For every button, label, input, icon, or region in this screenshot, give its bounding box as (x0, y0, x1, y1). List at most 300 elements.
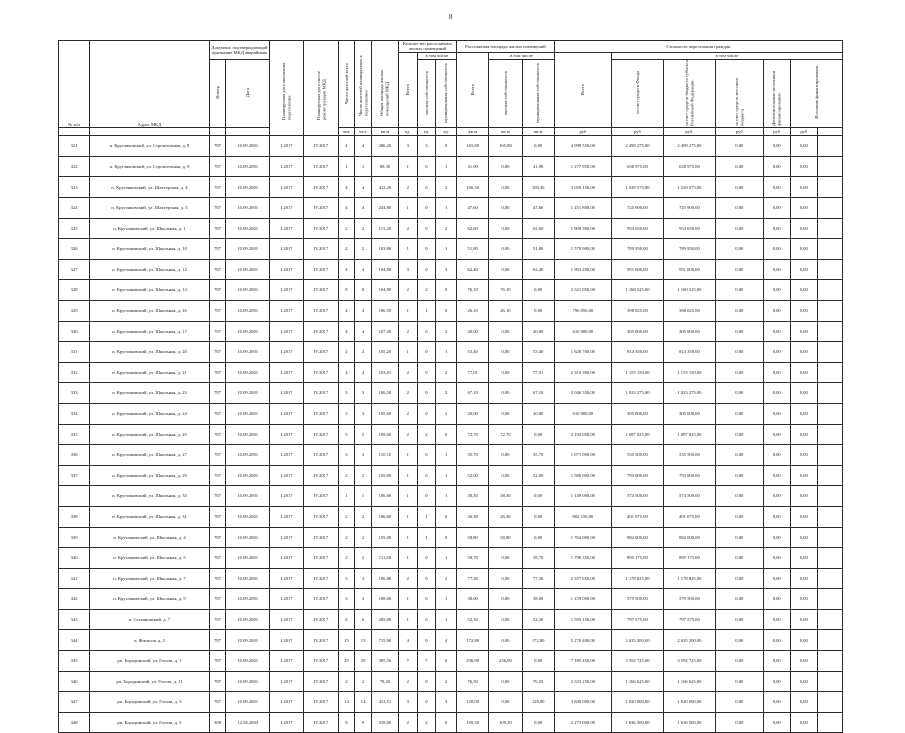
row-rooms-municipal: 1 (436, 445, 457, 466)
row-cost-fund: 895 175,00 (611, 548, 663, 569)
row-number: 343 (59, 609, 90, 630)
row-cost-extra: 0,00 (763, 383, 790, 404)
row-residents: 1 (338, 156, 355, 177)
row-cost-other: 0,00 (790, 609, 817, 630)
row-cost-other: 0,00 (790, 424, 817, 445)
row-blank (817, 445, 842, 466)
row-total-area: 110,10 (371, 445, 398, 466)
row-planned-end: I.2017 (270, 589, 304, 610)
row-address: п. Кругликовский, ул. Школьная, д. 7 (90, 568, 210, 589)
row-total-area: 205,00 (371, 609, 398, 630)
row-doc-date: 10.09.2001 (226, 692, 270, 713)
row-address: п. Кругликовский, ул. Школьная, д. 20 (90, 342, 210, 363)
row-area-private: 0,00 (489, 383, 522, 404)
row-rooms-total: 1 (398, 156, 417, 177)
row-cost-total: 1 586 000,00 (554, 465, 611, 486)
row-rooms-total: 2 (398, 218, 417, 239)
row-residents: 3 (338, 568, 355, 589)
row-cost-fund: 1 023 275,00 (611, 383, 663, 404)
row-area-private: 0,00 (489, 692, 522, 713)
row-area-municipal: 47,60 (522, 198, 554, 219)
row-blank (817, 239, 842, 260)
row-blank (817, 156, 842, 177)
row-blank (817, 465, 842, 486)
row-rooms-municipal: 2 (436, 362, 457, 383)
row-address: п. Кругликовский, ул. Строительная, д. 8 (90, 136, 210, 157)
row-rooms-total: 1 (398, 589, 417, 610)
row-area-private: 0,00 (489, 568, 522, 589)
unit-blank (90, 128, 210, 136)
row-address: п. Кругликовский, ул. Школьная, д. 12 (90, 259, 210, 280)
row-blank (817, 403, 842, 424)
col-cost-group: Стоимость переселения граждан (554, 41, 842, 53)
row-area-total: 51,80 (457, 239, 489, 260)
col-area-group: Расселяемая площадь жилых помещений (457, 41, 555, 53)
row-residents: 2 (338, 671, 355, 692)
row-number: 322 (59, 156, 90, 177)
row-blank (817, 651, 842, 672)
row-total-area: 103,80 (371, 239, 398, 260)
row-total-area: 105,90 (371, 465, 398, 486)
row-area-total: 20,00 (457, 403, 489, 424)
row-doc-number: 787 (209, 589, 226, 610)
row-cost-local: 0,00 (715, 609, 763, 630)
row-number: 326 (59, 239, 90, 260)
row-doc-number: 787 (209, 486, 226, 507)
row-area-municipal: 0,00 (522, 506, 554, 527)
row-blank (817, 609, 842, 630)
row-rooms-municipal: 2 (436, 218, 457, 239)
row-area-municipal: 0,00 (522, 424, 554, 445)
row-residents: 8 (338, 280, 355, 301)
col-cost-fund: за счет средств Фонда (611, 59, 663, 127)
row-rooms-total: 1 (398, 609, 417, 630)
row-residents-planned: 4 (355, 136, 372, 157)
col-cost-local: за счет средств местного бюджета (715, 59, 763, 127)
row-doc-number: 787 (209, 403, 226, 424)
row-cost-region: 305 000,00 (663, 321, 715, 342)
row-rooms-municipal: 1 (436, 589, 457, 610)
col-rooms-municipal: муниципальная собственность (436, 59, 457, 127)
row-planned-end: I.2017 (270, 383, 304, 404)
row-area-municipal: 41,90 (522, 156, 554, 177)
row-cost-local: 0,00 (715, 259, 763, 280)
row-doc-number: 787 (209, 280, 226, 301)
row-doc-date: 10.09.2001 (226, 506, 270, 527)
row-area-total: 58,80 (457, 527, 489, 548)
row-cost-total: 1 909 300,00 (554, 218, 611, 239)
row-area-total: 20,00 (457, 321, 489, 342)
row-number: 333 (59, 383, 90, 404)
row-doc-date: 10.09.2001 (226, 589, 270, 610)
table-row (59, 280, 843, 301)
row-cost-fund: 579 500,00 (611, 589, 663, 610)
row-cost-extra: 0,00 (763, 548, 790, 569)
row-doc-date: 10.09.2001 (226, 218, 270, 239)
row-area-private: 0,00 (489, 239, 522, 260)
row-planned-demolition: IV.2017 (304, 239, 338, 260)
row-doc-number: 787 (209, 177, 226, 198)
row-total-area: 715,90 (371, 630, 398, 651)
row-cost-region: 579 500,00 (663, 589, 715, 610)
row-rooms-municipal: 2 (436, 177, 457, 198)
row-total-area: 234,80 (371, 198, 398, 219)
table-row (59, 486, 843, 507)
row-rooms-total: 3 (398, 692, 417, 713)
row-blank (817, 177, 842, 198)
row-area-total: 53,40 (457, 342, 489, 363)
row-residents: 2 (338, 239, 355, 260)
row-doc-date: 10.09.2001 (226, 136, 270, 157)
col-area-private: частная собственность (489, 59, 522, 127)
row-cost-fund: 882 000,00 (611, 527, 663, 548)
row-cost-fund: 951 600,00 (611, 259, 663, 280)
row-cost-fund: 2 499 275,00 (611, 136, 663, 157)
row-doc-date: 10.09.2001 (226, 445, 270, 466)
row-cost-other: 0,00 (790, 342, 817, 363)
table-row (59, 692, 843, 713)
row-blank (817, 218, 842, 239)
row-planned-demolition: IV.2017 (304, 465, 338, 486)
row-total-area: 106,50 (371, 383, 398, 404)
row-rooms-private: 0 (417, 568, 436, 589)
row-address: п. Кругликовский, ул. Школьная, д. 9 (90, 589, 210, 610)
table-row (59, 609, 843, 630)
row-cost-region: 1 178 825,00 (663, 568, 715, 589)
row-cost-local: 0,00 (715, 671, 763, 692)
row-rooms-total: 1 (398, 486, 417, 507)
row-blank (817, 527, 842, 548)
row-area-municipal: 62,60 (522, 218, 554, 239)
row-rooms-total: 4 (398, 630, 417, 651)
table-row (59, 403, 843, 424)
row-planned-demolition: IV.2017 (304, 609, 338, 630)
row-cost-total: 2 310 300,00 (554, 362, 611, 383)
row-planned-end: I.2017 (270, 362, 304, 383)
row-cost-extra: 0,00 (763, 198, 790, 219)
row-planned-demolition: IV.2017 (304, 548, 338, 569)
row-area-private: 0,00 (489, 218, 522, 239)
row-cost-other: 0,00 (790, 198, 817, 219)
row-residents: 6 (338, 609, 355, 630)
row-number: 331 (59, 342, 90, 363)
row-cost-extra: 0,00 (763, 259, 790, 280)
row-residents: 4 (338, 362, 355, 383)
row-rooms-private: 0 (417, 239, 436, 260)
row-area-municipal: 0,00 (522, 527, 554, 548)
row-residents: 15 (338, 630, 355, 651)
row-residents-planned: 4 (355, 259, 372, 280)
row-residents-planned: 2 (355, 239, 372, 260)
row-number: 336 (59, 445, 90, 466)
row-rooms-municipal: 0 (436, 424, 457, 445)
col-rooms-incl: в том числе (417, 52, 456, 59)
row-rooms-municipal: 0 (436, 506, 457, 527)
row-area-municipal: 172,80 (522, 630, 554, 651)
row-cost-extra: 0,00 (763, 527, 790, 548)
row-planned-end: I.2017 (270, 280, 304, 301)
row-planned-demolition: IV.2017 (304, 651, 338, 672)
row-total-area: 111,60 (371, 548, 398, 569)
row-doc-date: 10.09.2001 (226, 177, 270, 198)
row-residents-planned: 3 (355, 383, 372, 404)
row-blank (817, 589, 842, 610)
row-address: п. Кругликовский, ул. Школьная, д. 33 (90, 486, 210, 507)
row-planned-demolition: IV.2017 (304, 362, 338, 383)
row-planned-demolition: IV.2017 (304, 424, 338, 445)
unit-label: ед. (398, 128, 417, 136)
row-cost-region: 797 575,00 (663, 609, 715, 630)
row-area-total: 67,10 (457, 383, 489, 404)
row-residents: 4 (338, 198, 355, 219)
row-total-area: 108,00 (371, 589, 398, 610)
row-cost-local: 0,00 (715, 342, 763, 363)
col-doc-date: Дата (226, 59, 270, 127)
row-area-private: 236,90 (489, 651, 522, 672)
row-area-private: 0,00 (489, 671, 522, 692)
row-planned-demolition: IV.2017 (304, 177, 338, 198)
row-cost-extra: 0,00 (763, 589, 790, 610)
row-cost-total: 1 903 200,00 (554, 259, 611, 280)
row-cost-local: 0,00 (715, 177, 763, 198)
row-address: п. Кругликовский, ул. Школьная, д. 25 (90, 424, 210, 445)
row-planned-demolition: IV.2017 (304, 671, 338, 692)
row-area-municipal: 0,00 (522, 136, 554, 157)
row-rooms-municipal: 0 (436, 300, 457, 321)
row-area-private: 0,00 (489, 403, 522, 424)
row-cost-other: 0,00 (790, 506, 817, 527)
row-residents: 14 (338, 692, 355, 713)
row-rooms-total: 1 (398, 445, 417, 466)
row-area-private: 165,80 (489, 136, 522, 157)
row-residents-planned: 2 (355, 548, 372, 569)
row-cost-extra: 0,00 (763, 568, 790, 589)
row-address: рп. Бородинский, ул. Гоголя, д. 1 (90, 651, 210, 672)
row-blank (817, 424, 842, 445)
row-cost-region: 951 600,00 (663, 259, 715, 280)
row-area-municipal: 20,00 (522, 403, 554, 424)
row-planned-end: I.2017 (270, 671, 304, 692)
row-blank (817, 259, 842, 280)
row-doc-number: 787 (209, 424, 226, 445)
row-cost-extra: 0,00 (763, 692, 790, 713)
row-area-municipal: 20,00 (522, 321, 554, 342)
row-rooms-private: 2 (417, 424, 436, 445)
row-number: 344 (59, 630, 90, 651)
row-cost-local: 0,00 (715, 321, 763, 342)
row-cost-region: 1 023 275,00 (663, 383, 715, 404)
row-planned-end: I.2017 (270, 177, 304, 198)
row-cost-fund: 2 635 200,00 (611, 630, 663, 651)
row-residents-planned: 4 (355, 362, 372, 383)
row-cost-local: 0,00 (715, 465, 763, 486)
row-residents-planned: 4 (355, 198, 372, 219)
unit-label: кв.м (522, 128, 554, 136)
row-area-total: 100,30 (457, 177, 489, 198)
row-cost-local: 0,00 (715, 445, 763, 466)
row-cost-total: 610 000,00 (554, 321, 611, 342)
row-area-private: 0,00 (489, 342, 522, 363)
row-residents: 2 (338, 506, 355, 527)
row-area-total: 58,70 (457, 548, 489, 569)
row-cost-total: 2 321 050,00 (554, 280, 611, 301)
row-cost-local: 0,00 (715, 692, 763, 713)
col-cost-incl: в том числе (611, 52, 842, 59)
row-cost-local: 0,00 (715, 589, 763, 610)
row-residents-planned: 1 (355, 486, 372, 507)
row-cost-fund: 725 900,00 (611, 198, 663, 219)
row-planned-end: I.2017 (270, 218, 304, 239)
row-address: п. Кругликовский, ул. Школьная, д. 1 (90, 218, 210, 239)
row-total-area: 105,60 (371, 403, 398, 424)
row-doc-date: 10.09.2001 (226, 465, 270, 486)
row-cost-local: 0,00 (715, 630, 763, 651)
row-rooms-private: 0 (417, 383, 436, 404)
row-doc-number: 787 (209, 342, 226, 363)
row-rooms-total: 1 (398, 506, 417, 527)
row-doc-number: 787 (209, 548, 226, 569)
table-row (59, 527, 843, 548)
row-planned-end: I.2017 (270, 156, 304, 177)
row-doc-date: 12.04.2004 (226, 712, 270, 733)
row-area-private: 0,00 (489, 156, 522, 177)
row-total-area: 103,81 (371, 362, 398, 383)
row-rooms-total: 1 (398, 342, 417, 363)
row-address: п. Кругликовский, ул. Школьная, д. 27 (90, 445, 210, 466)
row-blank (817, 136, 842, 157)
row-cost-region: 535 500,00 (663, 445, 715, 466)
row-cost-total: 1 149 000,00 (554, 486, 611, 507)
row-cost-extra: 0,00 (763, 136, 790, 157)
row-cost-total: 4 998 550,00 (554, 136, 611, 157)
row-number: 334 (59, 403, 90, 424)
row-area-total: 165,80 (457, 136, 489, 157)
row-planned-demolition: IV.2017 (304, 506, 338, 527)
row-cost-region: 1 529 575,00 (663, 177, 715, 198)
row-residents: 3 (338, 403, 355, 424)
row-planned-end: I.2017 (270, 445, 304, 466)
row-address: п. Стахановский, д. 7 (90, 609, 210, 630)
row-rooms-municipal: 4 (436, 630, 457, 651)
row-total-area: 106,60 (371, 506, 398, 527)
row-residents-planned: 8 (355, 280, 372, 301)
row-rooms-private: 0 (417, 486, 436, 507)
row-number: 347 (59, 692, 90, 713)
row-doc-date: 10.09.2001 (226, 548, 270, 569)
row-rooms-total: 1 (398, 239, 417, 260)
row-area-municipal: 76,50 (522, 671, 554, 692)
row-residents: 3 (338, 589, 355, 610)
col-residents-planned: Число жителей планируемых к переселению (355, 41, 372, 128)
row-doc-number: 787 (209, 383, 226, 404)
row-total-area: 105,00 (371, 527, 398, 548)
row-cost-extra: 0,00 (763, 465, 790, 486)
row-rooms-municipal: 3 (436, 259, 457, 280)
table-row (59, 506, 843, 527)
row-doc-number: 787 (209, 671, 226, 692)
row-residents-planned: 1 (355, 156, 372, 177)
row-rooms-total: 2 (398, 321, 417, 342)
row-rooms-municipal: 0 (436, 651, 457, 672)
row-doc-date: 10.09.2001 (226, 362, 270, 383)
row-residents: 2 (338, 548, 355, 569)
row-total-area: 106,60 (371, 486, 398, 507)
row-cost-local: 0,00 (715, 280, 763, 301)
row-planned-demolition: IV.2017 (304, 568, 338, 589)
row-cost-total: 2 357 650,00 (554, 568, 611, 589)
row-residents: 2 (338, 218, 355, 239)
row-cost-total: 3 059 150,00 (554, 177, 611, 198)
row-cost-extra: 0,00 (763, 651, 790, 672)
row-residents: 1 (338, 486, 355, 507)
row-total-area: 419,00 (371, 712, 398, 733)
row-area-municipal: 62,40 (522, 259, 554, 280)
row-cost-total: 2 194 050,00 (554, 424, 611, 445)
row-cost-region: 789 950,00 (663, 239, 715, 260)
row-doc-number: 787 (209, 465, 226, 486)
row-area-total: 26,10 (457, 300, 489, 321)
col-area-incl: в том числе (489, 52, 554, 59)
row-number: 325 (59, 218, 90, 239)
row-cost-region: 1 636 500,00 (663, 712, 715, 733)
row-blank (817, 321, 842, 342)
row-area-municipal: 0,00 (522, 712, 554, 733)
row-cost-region: 1 920 000,00 (663, 692, 715, 713)
row-rooms-private: 2 (417, 712, 436, 733)
row-planned-end: I.2017 (270, 239, 304, 260)
row-rooms-municipal: 2 (436, 383, 457, 404)
row-total-area: 106,80 (371, 568, 398, 589)
row-residents-planned: 2 (355, 218, 372, 239)
row-area-municipal: 52,30 (522, 609, 554, 630)
row-residents-planned: 4 (355, 300, 372, 321)
row-number: 342 (59, 589, 90, 610)
row-cost-region: 1 160 525,00 (663, 280, 715, 301)
row-number: 341 (59, 568, 90, 589)
row-planned-demolition: IV.2017 (304, 527, 338, 548)
row-cost-other: 0,00 (790, 671, 817, 692)
row-cost-other: 0,00 (790, 527, 817, 548)
row-residents: 3 (338, 445, 355, 466)
row-address: рп. Бородинский, ул. Гоголя, д. 3 (90, 692, 210, 713)
row-blank (817, 671, 842, 692)
table-row (59, 136, 843, 157)
row-cost-extra: 0,00 (763, 362, 790, 383)
row-doc-number: 787 (209, 692, 226, 713)
row-blank (817, 568, 842, 589)
row-cost-fund: 1 166 625,00 (611, 671, 663, 692)
row-planned-end: I.2017 (270, 630, 304, 651)
row-cost-region: 895 175,00 (663, 548, 715, 569)
row-doc-date: 10.09.2001 (226, 403, 270, 424)
row-rooms-private: 1 (417, 506, 436, 527)
row-rooms-total: 2 (398, 671, 417, 692)
row-rooms-municipal: 1 (436, 239, 457, 260)
row-residents: 2 (338, 527, 355, 548)
col-planned-end: Планируемая дата окончания переселения (270, 41, 304, 136)
row-area-total: 172,80 (457, 630, 489, 651)
row-address: п. Кругликовский, ул. Шахтерская, д. 4 (90, 177, 210, 198)
row-blank (817, 712, 842, 733)
row-area-total: 47,60 (457, 198, 489, 219)
row-cost-local: 0,00 (715, 362, 763, 383)
row-number: 338 (59, 506, 90, 527)
row-number: 332 (59, 362, 90, 383)
row-number: 337 (59, 465, 90, 486)
row-planned-demolition: IV.2017 (304, 342, 338, 363)
row-number: 329 (59, 300, 90, 321)
row-cost-fund: 1 636 500,00 (611, 712, 663, 733)
